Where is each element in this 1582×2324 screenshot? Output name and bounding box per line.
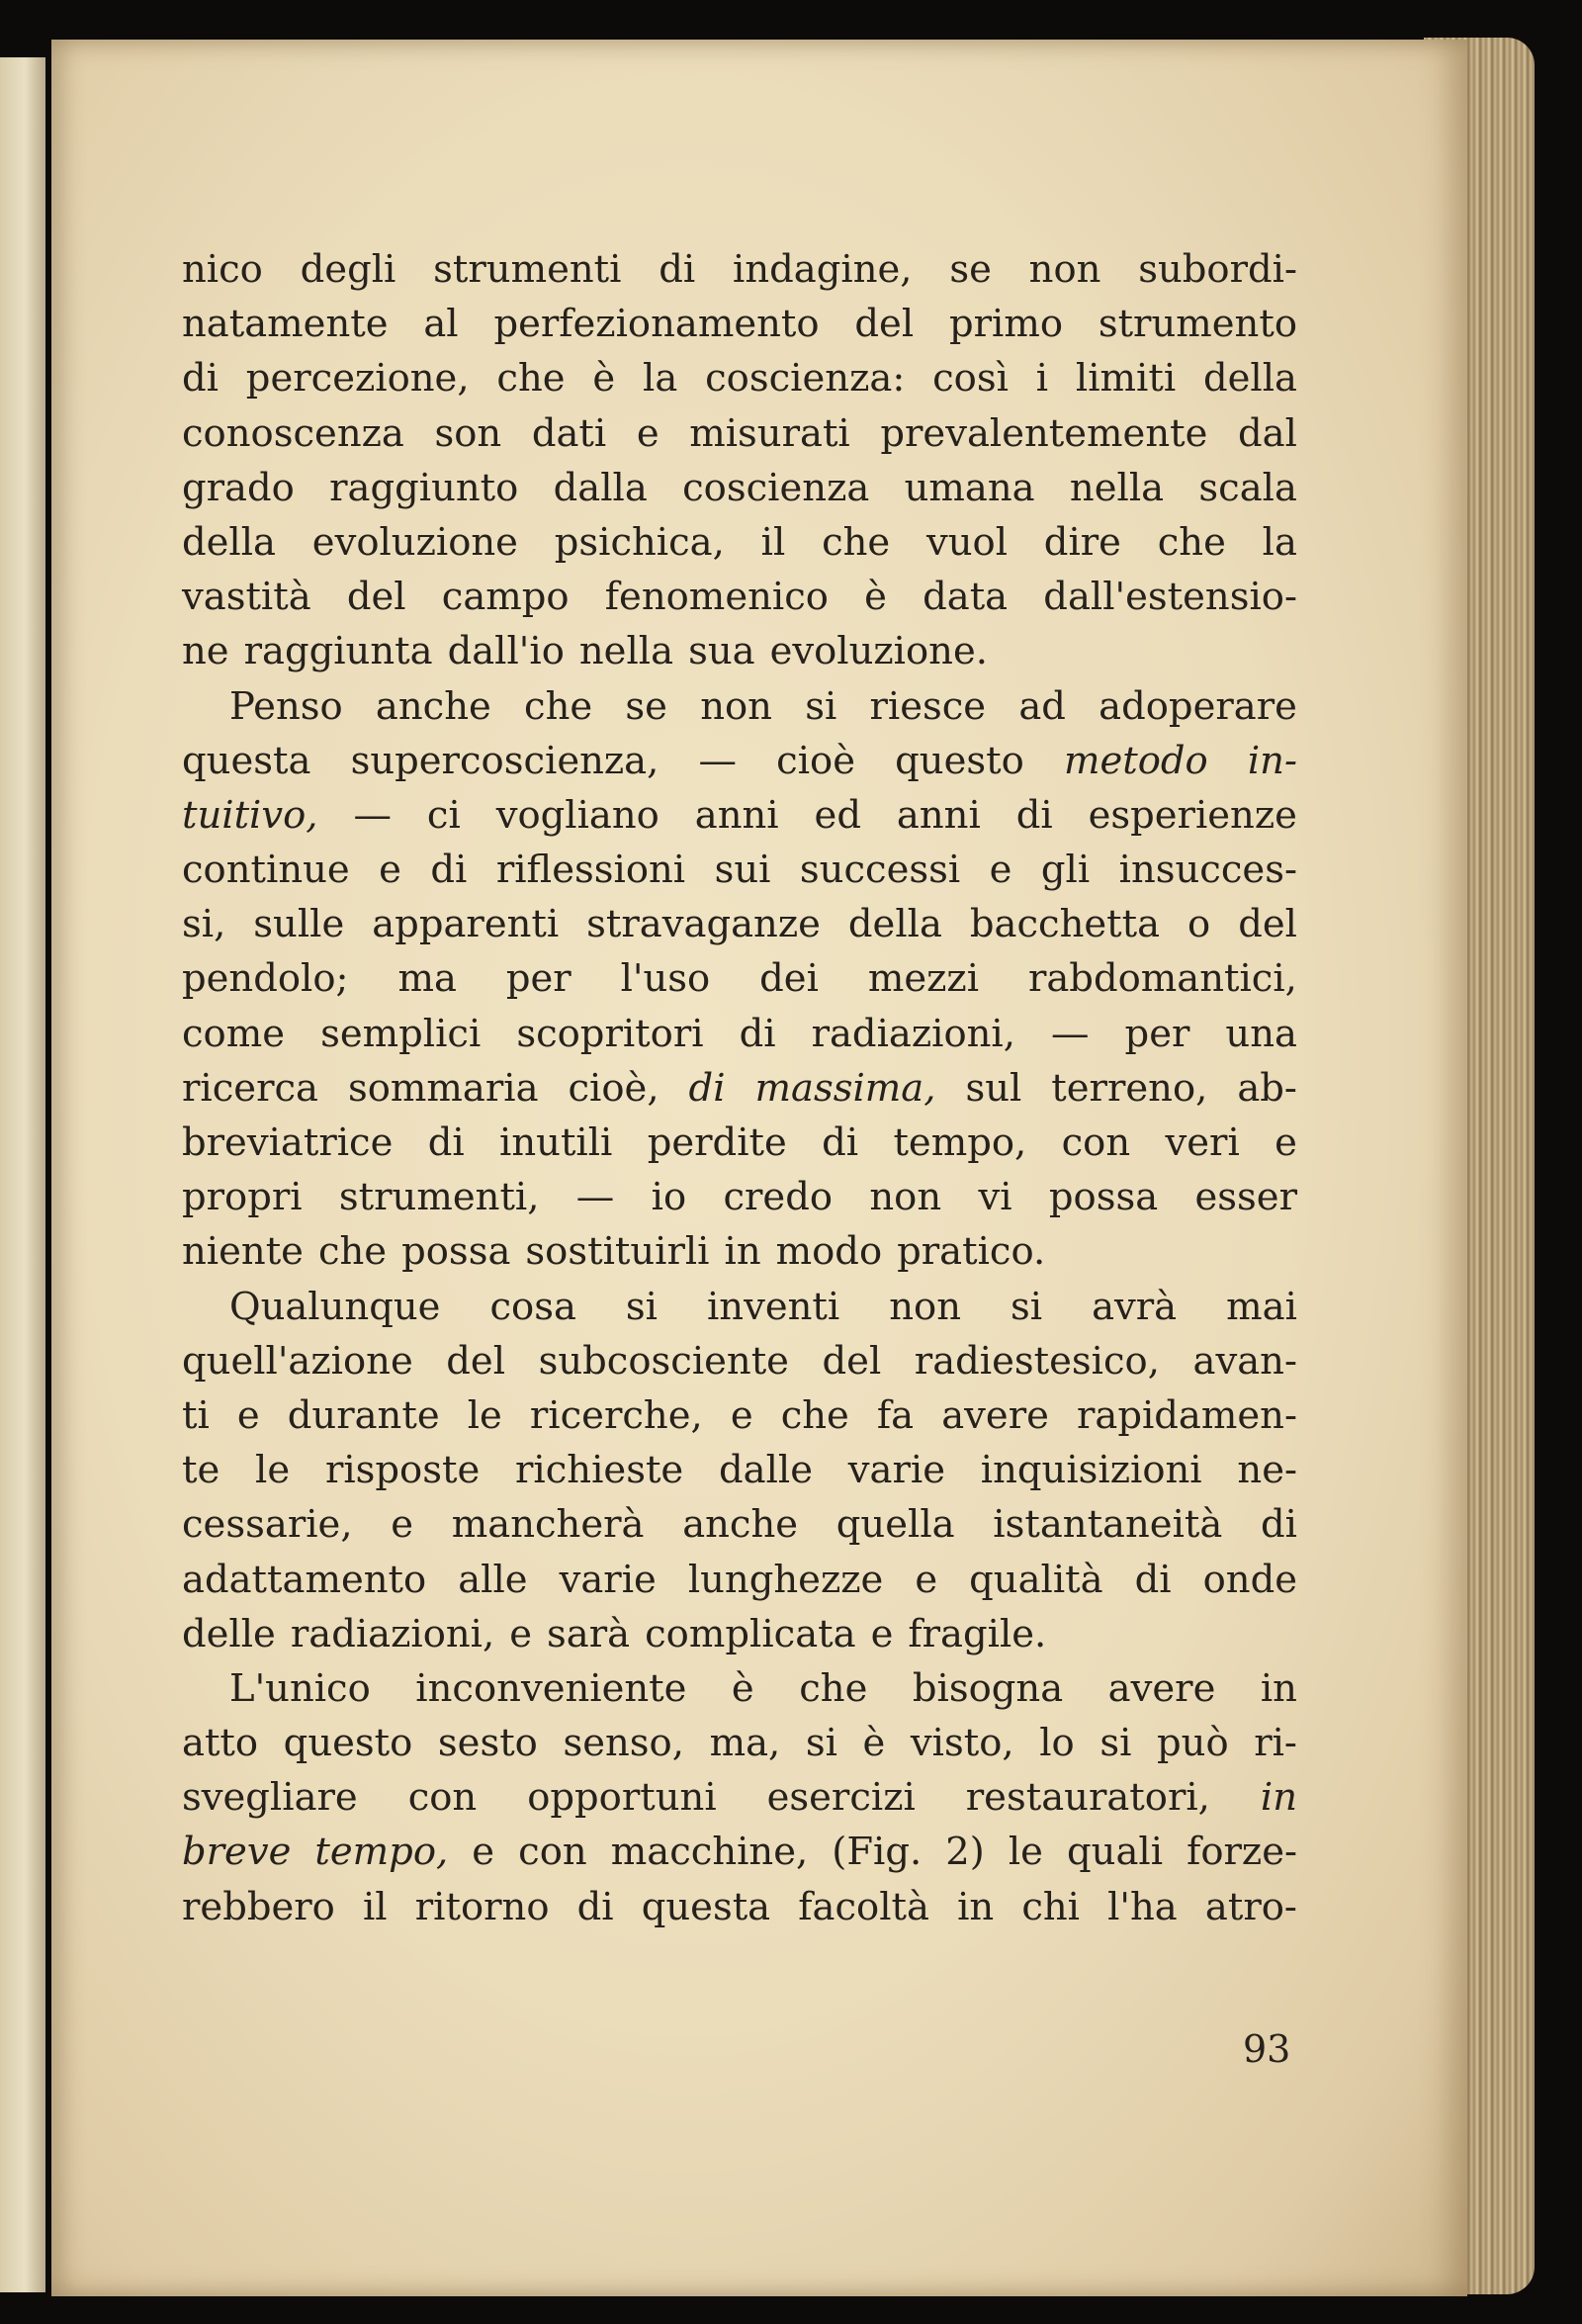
word: richieste — [515, 1448, 684, 1493]
text-line — [182, 351, 1297, 405]
word: strumento — [1098, 302, 1297, 347]
word: di — [822, 1120, 859, 1165]
word: limiti — [1075, 356, 1177, 402]
word: riesce — [869, 683, 987, 729]
word: L'unico — [229, 1665, 371, 1711]
word: durante — [287, 1392, 440, 1438]
word: ma, — [709, 1721, 781, 1766]
word: cioè, — [568, 1065, 659, 1111]
text-line — [182, 1170, 1297, 1224]
word: atto — [182, 1721, 259, 1766]
word: e — [636, 410, 659, 456]
word: il — [362, 1884, 388, 1929]
word: ed — [814, 792, 861, 838]
word: grado — [182, 465, 295, 510]
word: gli — [1040, 848, 1091, 893]
word: successi — [799, 848, 961, 893]
word: mancherà — [451, 1502, 645, 1548]
word: sarà — [547, 1611, 631, 1656]
word: fragile. — [908, 1611, 1047, 1656]
word: se — [625, 683, 667, 729]
word: io — [651, 1175, 687, 1220]
word: e — [915, 1557, 938, 1602]
word: le — [255, 1448, 291, 1493]
word: del — [822, 1338, 882, 1384]
word: si — [805, 683, 837, 729]
word: visto, — [910, 1721, 1014, 1766]
word: anni — [896, 792, 981, 838]
word: di — [1015, 792, 1053, 838]
word: — — [698, 738, 738, 783]
word: cessarie, — [182, 1502, 353, 1548]
word: prevalentemente — [880, 410, 1208, 456]
text-line — [182, 1497, 1297, 1552]
word: anche — [682, 1502, 799, 1548]
word: sui — [714, 848, 771, 893]
word: non — [700, 683, 772, 729]
word: ri- — [1254, 1721, 1297, 1766]
word: sesto — [437, 1721, 538, 1766]
word: vogliano — [495, 792, 659, 838]
word: varie — [847, 1448, 946, 1493]
word: avere — [1107, 1665, 1216, 1711]
text-line — [182, 679, 1297, 734]
word: le — [1008, 1830, 1043, 1875]
word: è — [731, 1665, 754, 1711]
word: raggiunto — [329, 465, 519, 510]
word: nella — [578, 629, 674, 674]
word: che — [780, 1392, 849, 1438]
word: cioè — [776, 738, 856, 783]
word: misurati — [689, 410, 850, 456]
text-line — [182, 1388, 1297, 1443]
word: inutili — [499, 1120, 613, 1165]
word: atro- — [1204, 1884, 1297, 1929]
word: questa — [641, 1884, 771, 1929]
word: (Fig. — [832, 1830, 923, 1875]
text-line — [182, 1825, 1297, 1879]
word: in — [1260, 1775, 1297, 1821]
word: una — [1225, 1011, 1297, 1056]
word: terreno, — [1051, 1065, 1208, 1111]
word: adoperare — [1099, 683, 1297, 729]
word: radiazioni, — [811, 1011, 1015, 1056]
text-line — [182, 1607, 1297, 1661]
word: continue — [182, 848, 350, 893]
word: sostituirli — [525, 1229, 710, 1275]
word: subcosciente — [538, 1338, 789, 1384]
word: istantaneità — [993, 1502, 1223, 1548]
word: di — [739, 1011, 776, 1056]
word: che — [799, 1665, 868, 1711]
word: ne- — [1237, 1448, 1297, 1493]
word: con — [518, 1830, 587, 1875]
word: del — [1238, 902, 1297, 947]
word: non — [889, 1284, 961, 1329]
word: pratico. — [897, 1229, 1046, 1275]
word: quali — [1067, 1830, 1164, 1875]
word: in — [724, 1229, 761, 1275]
word: chi — [1021, 1884, 1080, 1929]
text-line — [182, 951, 1297, 1006]
word: — — [1051, 1011, 1090, 1056]
word: della — [1202, 356, 1297, 402]
text-line — [182, 1716, 1297, 1770]
word: primo — [948, 302, 1064, 347]
word: si — [625, 1284, 658, 1329]
word: metodo — [1063, 738, 1208, 783]
word: restauratori, — [965, 1775, 1210, 1821]
word: questa — [182, 738, 311, 783]
word: radiestesico, — [914, 1338, 1160, 1384]
word: indagine, — [733, 247, 913, 292]
word: natamente — [182, 302, 389, 347]
word: non — [869, 1175, 942, 1220]
text-line — [182, 624, 1297, 678]
word: del — [854, 302, 915, 347]
word: in — [1260, 1665, 1297, 1711]
word: esercizi — [766, 1775, 916, 1821]
word: l'ha — [1107, 1884, 1178, 1929]
word: supercoscienza, — [350, 738, 659, 783]
word: è — [592, 356, 616, 402]
word: mai — [1226, 1284, 1297, 1329]
word: dall'estensio- — [1043, 575, 1297, 620]
word: sulle — [253, 902, 345, 947]
word: bacchetta — [969, 902, 1161, 947]
word: fenomenico — [604, 575, 829, 620]
word: questo — [895, 738, 1024, 783]
text-line — [182, 897, 1297, 951]
word: bisogna — [912, 1665, 1064, 1711]
word: di — [659, 247, 696, 292]
word: con — [1061, 1120, 1131, 1165]
word: perdite — [647, 1120, 787, 1165]
text-line — [182, 1553, 1297, 1607]
word: i — [1035, 356, 1049, 402]
word: delle — [182, 1611, 276, 1656]
word: rapidamen- — [1076, 1392, 1297, 1438]
word: che — [1157, 519, 1226, 565]
word: riflessioni — [495, 848, 686, 893]
word: ritorno — [414, 1884, 550, 1929]
word: — — [575, 1175, 615, 1220]
word: possa — [1048, 1175, 1159, 1220]
word: il — [760, 519, 786, 565]
word: sommaria — [347, 1065, 539, 1111]
word: stravaganze — [586, 902, 821, 947]
word: dal — [1238, 410, 1297, 456]
word: dei — [759, 956, 819, 1002]
body-text — [182, 242, 1297, 1934]
text-line — [182, 1661, 1297, 1716]
word: sul — [965, 1065, 1022, 1111]
word: pendolo; — [182, 956, 349, 1002]
word: vastità — [182, 575, 311, 620]
word: le — [467, 1392, 502, 1438]
word: massima, — [754, 1065, 936, 1111]
word: in — [957, 1884, 995, 1929]
word: ab- — [1237, 1065, 1297, 1111]
word: macchine, — [610, 1830, 809, 1875]
word: inconveniente — [415, 1665, 687, 1711]
word: vuol — [925, 519, 1009, 565]
word: e — [870, 1611, 894, 1656]
word: della — [847, 902, 942, 947]
word: evoluzione — [311, 519, 518, 565]
text-line — [182, 461, 1297, 515]
word: veri — [1165, 1120, 1240, 1165]
text-line — [182, 734, 1297, 788]
text-line — [182, 515, 1297, 570]
word: del — [346, 575, 406, 620]
word: si — [1011, 1284, 1043, 1329]
word: umana — [904, 465, 1035, 510]
word: breviatrice — [182, 1120, 394, 1165]
word: apparenti — [372, 902, 560, 947]
word: come — [182, 1011, 286, 1056]
word: che — [496, 356, 566, 402]
word: dati — [531, 410, 607, 456]
page-number: 93 — [1243, 2027, 1291, 2071]
word: strumenti, — [338, 1175, 540, 1220]
word: dall'io — [447, 629, 565, 674]
word: data — [923, 575, 1009, 620]
word: rebbero — [182, 1884, 335, 1929]
word: se — [949, 247, 992, 292]
word: insucces- — [1118, 848, 1297, 893]
word: di — [576, 1884, 614, 1929]
word: fa — [876, 1392, 915, 1438]
text-line — [182, 242, 1297, 297]
word: di — [430, 848, 468, 893]
word: in- — [1247, 738, 1297, 783]
word: niente — [182, 1229, 304, 1275]
word: si — [1099, 1721, 1132, 1766]
word: di — [1261, 1502, 1297, 1548]
word: per — [1124, 1011, 1190, 1056]
text-line — [182, 1443, 1297, 1497]
word: breve — [182, 1830, 292, 1875]
word: avere — [941, 1392, 1049, 1438]
word: te — [182, 1448, 220, 1493]
word: la — [643, 356, 678, 402]
word: tuitivo, — [182, 792, 318, 838]
word: avrà — [1092, 1284, 1178, 1329]
word: la — [1262, 519, 1297, 565]
word: forze- — [1186, 1830, 1297, 1875]
word: che — [317, 1229, 388, 1275]
word: radiazioni, — [290, 1611, 495, 1656]
text-line — [182, 570, 1297, 624]
word: si, — [182, 902, 226, 947]
word: di — [427, 1120, 465, 1165]
text-line — [182, 297, 1297, 351]
word: tempo, — [314, 1830, 449, 1875]
word: al — [423, 302, 459, 347]
text-line — [182, 1880, 1297, 1934]
word: scala — [1198, 465, 1297, 510]
word: ad — [1018, 683, 1066, 729]
word: inventi — [706, 1284, 840, 1329]
text-line — [182, 788, 1297, 843]
text-line — [182, 1280, 1297, 1334]
word: adattamento — [182, 1557, 427, 1602]
word: lunghezze — [687, 1557, 884, 1602]
word: opportuni — [527, 1775, 717, 1821]
word: son — [434, 410, 502, 456]
word: ricerche, — [529, 1392, 703, 1438]
word: coscienza — [682, 465, 870, 510]
word: svegliare — [182, 1775, 358, 1821]
word: raggiunta — [243, 629, 433, 674]
word: o — [1187, 902, 1211, 947]
word: strumenti — [433, 247, 622, 292]
word: perfezionamento — [493, 302, 820, 347]
word: 2) — [945, 1830, 985, 1875]
word: risposte — [324, 1448, 481, 1493]
word: degli — [300, 247, 396, 292]
word: ci — [426, 792, 461, 838]
word: del — [446, 1338, 506, 1384]
word: complicata — [645, 1611, 856, 1656]
word: ti — [182, 1392, 210, 1438]
word: scopritori — [516, 1011, 704, 1056]
word: è — [862, 1721, 886, 1766]
word: anche — [375, 683, 491, 729]
word: facoltà — [798, 1884, 929, 1929]
word: e — [989, 848, 1012, 893]
word: esser — [1194, 1175, 1297, 1220]
word: propri — [182, 1175, 303, 1220]
word: vi — [978, 1175, 1012, 1220]
word: avan- — [1192, 1338, 1297, 1384]
facing-page-edge — [0, 57, 45, 2292]
word: e — [1274, 1120, 1297, 1165]
word: l'uso — [620, 956, 711, 1002]
word: subordi- — [1138, 247, 1297, 292]
word: Qualunque — [229, 1284, 441, 1329]
word: è — [864, 575, 887, 620]
word: rabdomantici, — [1027, 956, 1297, 1002]
word: e — [509, 1611, 533, 1656]
word: qualità — [969, 1557, 1103, 1602]
word: e — [236, 1392, 260, 1438]
word: nella — [1069, 465, 1165, 510]
word: anni — [694, 792, 779, 838]
text-line — [182, 1334, 1297, 1388]
text-line — [182, 843, 1297, 897]
word: quella — [835, 1502, 955, 1548]
word: si — [805, 1721, 837, 1766]
word: sua — [688, 629, 755, 674]
word: mezzi — [867, 956, 980, 1002]
word: Penso — [229, 683, 343, 729]
word: evoluzione. — [769, 629, 988, 674]
word: non — [1028, 247, 1101, 292]
text-line — [182, 406, 1297, 461]
word: per — [505, 956, 571, 1002]
word: semplici — [320, 1011, 482, 1056]
word: tempo, — [893, 1120, 1027, 1165]
word: credo — [723, 1175, 834, 1220]
word: percezione, — [245, 356, 470, 402]
word: questo — [283, 1721, 413, 1766]
word: lo — [1039, 1721, 1075, 1766]
word: può — [1157, 1721, 1229, 1766]
word: varie — [559, 1557, 657, 1602]
word: e — [379, 848, 401, 893]
word: con — [407, 1775, 478, 1821]
word: e — [730, 1392, 753, 1438]
page-sheet — [51, 40, 1467, 2296]
word: — — [353, 792, 392, 838]
word: quell'azione — [182, 1338, 413, 1384]
text-line — [182, 1116, 1297, 1170]
word: possa — [401, 1229, 511, 1275]
word: ricerca — [182, 1065, 318, 1111]
word: modo — [775, 1229, 883, 1275]
text-line — [182, 1061, 1297, 1116]
text-line — [182, 1770, 1297, 1825]
word: di — [182, 356, 219, 402]
word: senso, — [563, 1721, 684, 1766]
word: e — [391, 1502, 414, 1548]
word: conoscenza — [182, 410, 404, 456]
text-line — [182, 1007, 1297, 1061]
word: ma — [397, 956, 457, 1002]
word: nico — [182, 247, 263, 292]
word: e — [472, 1830, 495, 1875]
word: ne — [182, 629, 229, 674]
word: alle — [458, 1557, 528, 1602]
word: coscienza: — [705, 356, 906, 402]
word: inquisizioni — [980, 1448, 1202, 1493]
word: campo — [441, 575, 570, 620]
word: dire — [1043, 519, 1121, 565]
word: della — [182, 519, 277, 565]
word: che — [822, 519, 891, 565]
word: di — [688, 1065, 726, 1111]
word: esperienze — [1088, 792, 1297, 838]
word: onde — [1202, 1557, 1297, 1602]
word: psichica, — [554, 519, 725, 565]
word: che — [524, 683, 593, 729]
text-line — [182, 1224, 1297, 1279]
word: cosa — [489, 1284, 576, 1329]
word: dalle — [719, 1448, 814, 1493]
word: così — [932, 356, 1009, 402]
word: dalla — [553, 465, 648, 510]
word: di — [1134, 1557, 1172, 1602]
